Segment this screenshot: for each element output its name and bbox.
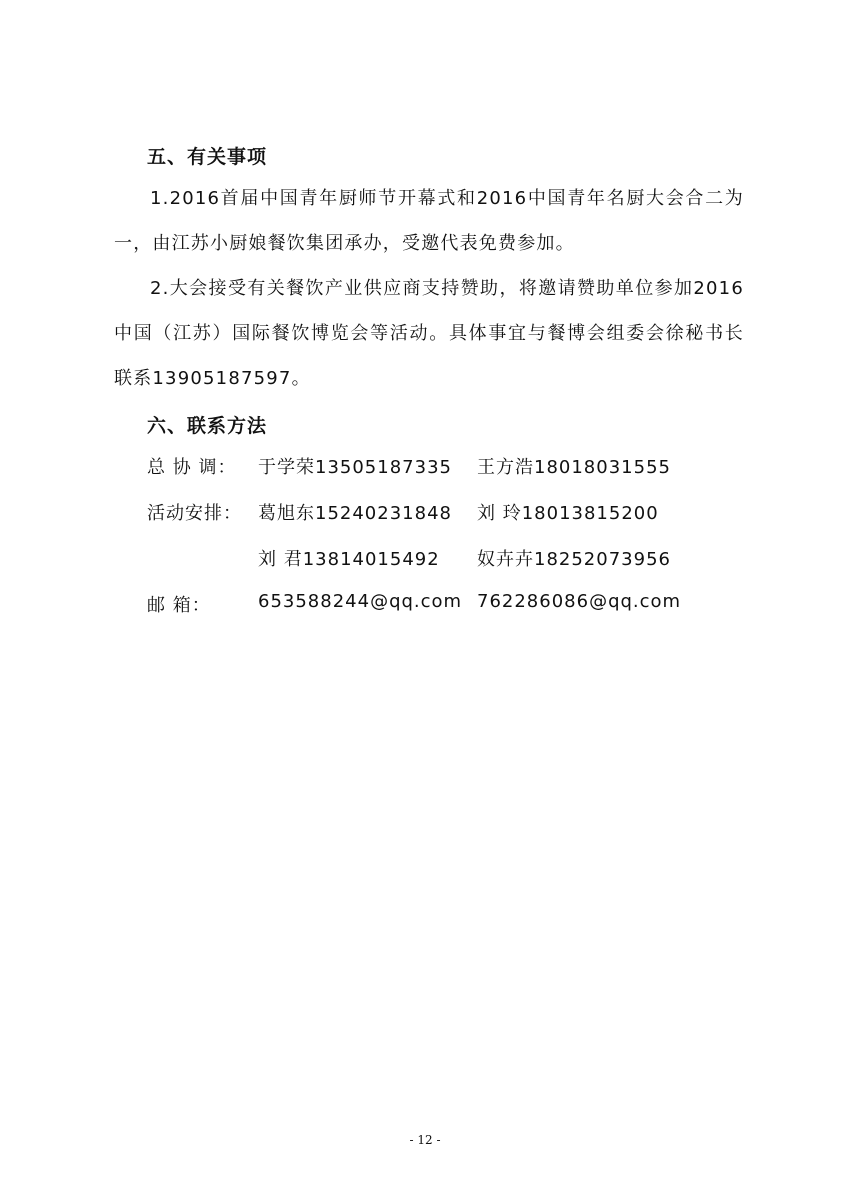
contact-entry: 奴卉卉18252073956 <box>477 549 671 570</box>
email-address: 762286086@qq.com <box>477 591 682 612</box>
paragraph-item-1: 1.2016首届中国青年厨师节开幕式和2016中国青年名厨大会合二为一，由江苏小厨娘餐饮集团承办，受邀代表免费参加。 <box>114 188 744 254</box>
section-heading-5: 五、有关事项 <box>147 146 268 168</box>
page-number: - 12 - <box>409 1133 441 1147</box>
contact-entry: 刘 君13814015492 <box>258 549 440 570</box>
contact-entry: 葛旭东15240231848 <box>258 503 452 524</box>
contact-entry: 于学荣13505187335 <box>258 457 452 478</box>
contact-row-coordinator <box>147 453 747 499</box>
contact-label: 总 协 调： <box>147 457 237 478</box>
contact-entry: 王方浩18018031555 <box>477 457 671 478</box>
contact-row-email <box>147 591 747 637</box>
contact-entry: 刘 玲18013815200 <box>477 503 659 524</box>
paragraph-item-2: 2.大会接受有关餐饮产业供应商支持赞助，将邀请赞助单位参加2016中国（江苏）国际餐饮博览会等活动。具体事宜与餐博会组委会徐秘书长联系13905187597。 <box>114 278 744 389</box>
section-heading-6: 六、联系方法 <box>147 415 268 437</box>
email-address: 653588244@qq.com <box>258 591 463 612</box>
contact-row-activities <box>147 499 747 545</box>
contact-label: 邮 箱： <box>147 595 211 616</box>
contact-list <box>147 453 747 637</box>
contact-row-activities-cont <box>147 545 747 591</box>
contact-label: 活动安排： <box>147 503 242 524</box>
